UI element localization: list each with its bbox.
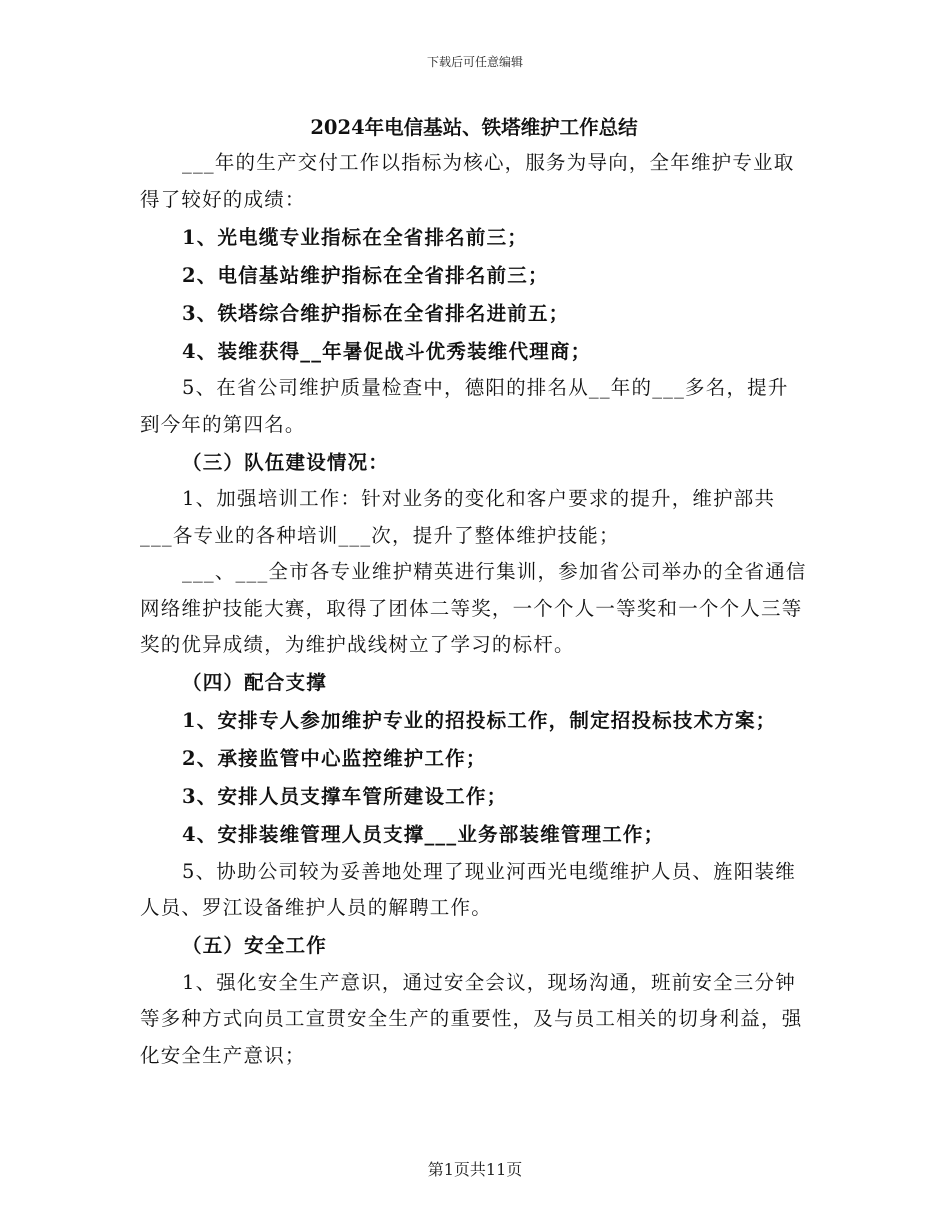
page-header: 下载后可任意编辑: [426, 55, 523, 69]
support-item-1: 1、安排专人参加维护专业的招投标工作，制定招投标技术方案；: [182, 709, 777, 732]
safety-item-1: 1、强化安全生产意识，通过安全会议，现场沟通，班前安全三分钟等多种方式向员工宣贯安全生产的重要性，及与员工相关的切身利益，强化安全生产意识；: [140, 970, 803, 1067]
support-item-3: 3、安排人员支撑车管所建设工作；: [182, 785, 508, 808]
intro-paragraph: ___年的生产交付工作以指标为核心，服务为导向，全年维护专业取得了较好的成绩：: [140, 151, 795, 211]
team-item-2: ___、___全市各专业维护精英进行集训，参加省公司举办的全省通信网络维护技能大赛，取得了团体二等奖，一个个人一等奖和一个个人三等奖的优异成绩，为维护战线树立了学习的标杆。: [140, 560, 807, 656]
page-footer: 第1页共11页: [427, 1160, 523, 1179]
support-item-4: 4、安排装维管理人员支撑___业务部装维管理工作；: [182, 823, 665, 846]
achievement-item-4: 4、装维获得__年暑促战斗优秀装维代理商；: [182, 339, 592, 363]
achievement-item-5: 5、在省公司维护质量检查中，德阳的排名从__年的___多名，提升到今年的第四名。: [140, 376, 789, 436]
achievement-item-1: 1、光电缆专业指标在全省排名前三；: [182, 225, 528, 249]
team-item-1: 1、加强培训工作：针对业务的变化和客户要求的提升，维护部共___各专业的各种培训___次，提升了整体维护技能；: [140, 487, 776, 547]
achievement-item-2: 2、电信基站维护指标在全省排名前三；: [182, 263, 549, 287]
support-item-5: 5、协助公司较为妥善地处理了现业河西光电缆维护人员、旌阳装维人员、罗江设备维护人员的解聘工作。: [140, 859, 796, 919]
section-heading-team: （三）队伍建设情况：: [182, 450, 390, 474]
document-title: 2024年电信基站、铁塔维护工作总结: [310, 116, 638, 139]
achievement-item-3: 3、铁塔综合维护指标在全省排名进前五；: [182, 301, 570, 325]
section-heading-support: （四）配合支撑: [182, 671, 327, 694]
support-item-2: 2、承接监管中心监控维护工作；: [182, 747, 487, 770]
section-heading-safety: （五）安全工作: [182, 934, 327, 957]
document-body: [140, 110, 808, 1074]
